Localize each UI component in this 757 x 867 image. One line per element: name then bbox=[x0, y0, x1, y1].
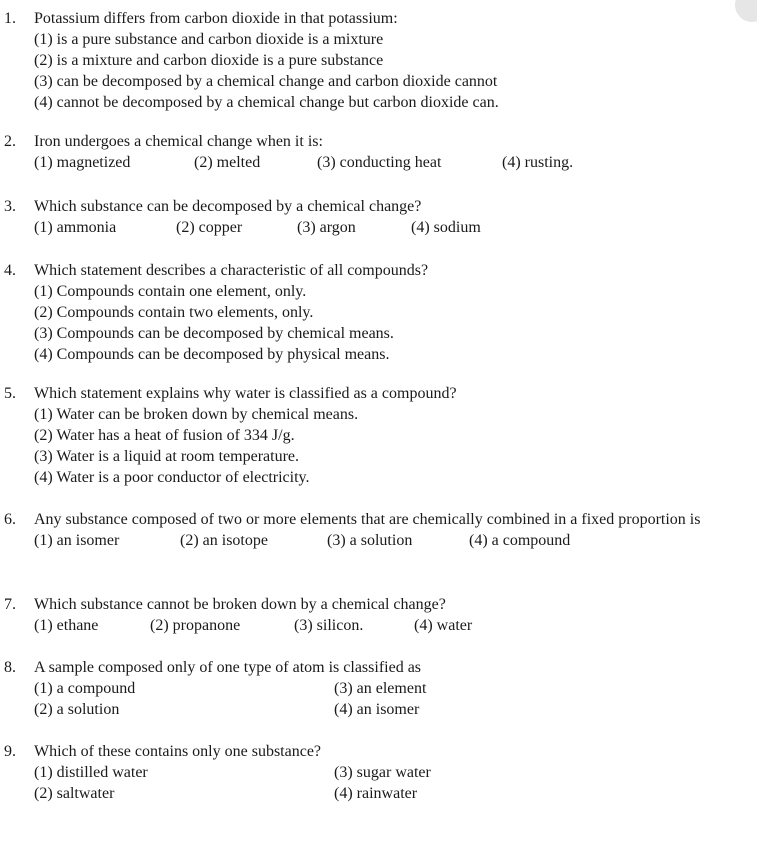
question-stem bbox=[4, 8, 737, 29]
question-3 bbox=[4, 196, 737, 238]
question-number: 5. bbox=[4, 385, 16, 402]
option-4: (4) an isomer bbox=[334, 701, 420, 718]
question-number: 3. bbox=[4, 198, 16, 215]
question-stem bbox=[4, 509, 737, 530]
option-1: (1) a compound bbox=[34, 680, 136, 697]
question-number: 6. bbox=[4, 511, 16, 528]
question-number: 7. bbox=[4, 596, 16, 613]
option-2: (2) a solution bbox=[34, 701, 120, 718]
question-text: Which of these contains only one substance? bbox=[34, 743, 322, 760]
option-4: (4) a compound bbox=[469, 532, 571, 549]
question-stem bbox=[4, 383, 737, 404]
options-row bbox=[4, 217, 737, 238]
option-4: (4) Compounds can be decomposed by physical means. bbox=[34, 346, 390, 363]
option-3: (3) a solution bbox=[327, 532, 413, 549]
question-text: A sample composed only of one type of atom is classified as bbox=[34, 659, 422, 676]
option-1: (1) ethane bbox=[34, 617, 99, 634]
option-1: (1) an isomer bbox=[34, 532, 120, 549]
option-4: (4) Water is a poor conductor of electricity. bbox=[34, 469, 310, 486]
question-stem bbox=[4, 131, 737, 152]
option-1: (1) ammonia bbox=[34, 219, 117, 236]
option-4: (4) rusting. bbox=[502, 154, 574, 171]
option-3: (3) an element bbox=[334, 680, 427, 697]
question-text: Which statement describes a characteristic of all compounds? bbox=[34, 262, 429, 279]
question-stem bbox=[4, 741, 737, 762]
options-row bbox=[4, 615, 737, 636]
option-3: (3) sugar water bbox=[334, 764, 431, 781]
option-3: (3) silicon. bbox=[294, 617, 364, 634]
option-4: (4) sodium bbox=[411, 219, 481, 236]
question-stem bbox=[4, 260, 737, 281]
option-2: (2) Water has a heat of fusion of 334 J/g. bbox=[34, 427, 295, 444]
question-7 bbox=[4, 594, 737, 636]
question-5 bbox=[4, 383, 737, 488]
option-1: (1) Compounds contain one element, only. bbox=[34, 283, 307, 300]
option-2: (2) is a mixture and carbon dioxide is a pure substance bbox=[34, 52, 384, 69]
question-stem bbox=[4, 594, 737, 615]
option-4: (4) water bbox=[414, 617, 473, 634]
question-6 bbox=[4, 509, 737, 551]
question-number: 8. bbox=[4, 659, 16, 676]
options-list bbox=[4, 29, 737, 113]
question-stem bbox=[4, 196, 737, 217]
options-grid bbox=[4, 678, 737, 720]
options-grid bbox=[4, 762, 737, 804]
question-text: Any substance composed of two or more elements that are chemically combined in a fixed proportion is bbox=[34, 511, 701, 528]
option-4: (4) rainwater bbox=[334, 785, 418, 802]
option-2: (2) Compounds contain two elements, only. bbox=[34, 304, 314, 321]
question-8 bbox=[4, 657, 737, 720]
question-text: Potassium differs from carbon dioxide in that potassium: bbox=[34, 10, 398, 27]
question-number: 4. bbox=[4, 262, 16, 279]
question-text: Which substance can be decomposed by a chemical change? bbox=[34, 198, 422, 215]
question-stem bbox=[4, 657, 737, 678]
option-2: (2) melted bbox=[194, 154, 261, 171]
option-3: (3) can be decomposed by a chemical change and carbon dioxide cannot bbox=[34, 73, 498, 90]
question-number: 9. bbox=[4, 743, 16, 760]
options-list bbox=[4, 281, 737, 365]
options-row bbox=[4, 152, 737, 173]
option-2: (2) propanone bbox=[150, 617, 241, 634]
question-4 bbox=[4, 260, 737, 365]
question-1 bbox=[4, 8, 737, 113]
corner-shadow bbox=[735, 0, 757, 22]
question-number: 1. bbox=[4, 10, 16, 27]
question-text: Iron undergoes a chemical change when it is: bbox=[34, 133, 323, 150]
options-row bbox=[4, 530, 737, 551]
question-text: Which substance cannot be broken down by a chemical change? bbox=[34, 596, 446, 613]
option-1: (1) Water can be broken down by chemical means. bbox=[34, 406, 359, 423]
option-2: (2) copper bbox=[176, 219, 243, 236]
question-number: 2. bbox=[4, 133, 16, 150]
option-1: (1) is a pure substance and carbon dioxide is a mixture bbox=[34, 31, 384, 48]
option-3: (3) Water is a liquid at room temperature. bbox=[34, 448, 299, 465]
option-3: (3) Compounds can be decomposed by chemical means. bbox=[34, 325, 394, 342]
question-text: Which statement explains why water is classified as a compound? bbox=[34, 385, 457, 402]
option-3: (3) argon bbox=[297, 219, 356, 236]
option-1: (1) magnetized bbox=[34, 154, 131, 171]
question-2 bbox=[4, 131, 737, 173]
options-list bbox=[4, 404, 737, 488]
question-9 bbox=[4, 741, 737, 804]
option-1: (1) distilled water bbox=[34, 764, 148, 781]
option-2: (2) an isotope bbox=[180, 532, 268, 549]
option-2: (2) saltwater bbox=[34, 785, 115, 802]
option-4: (4) cannot be decomposed by a chemical change but carbon dioxide can. bbox=[34, 94, 499, 111]
option-3: (3) conducting heat bbox=[317, 154, 442, 171]
